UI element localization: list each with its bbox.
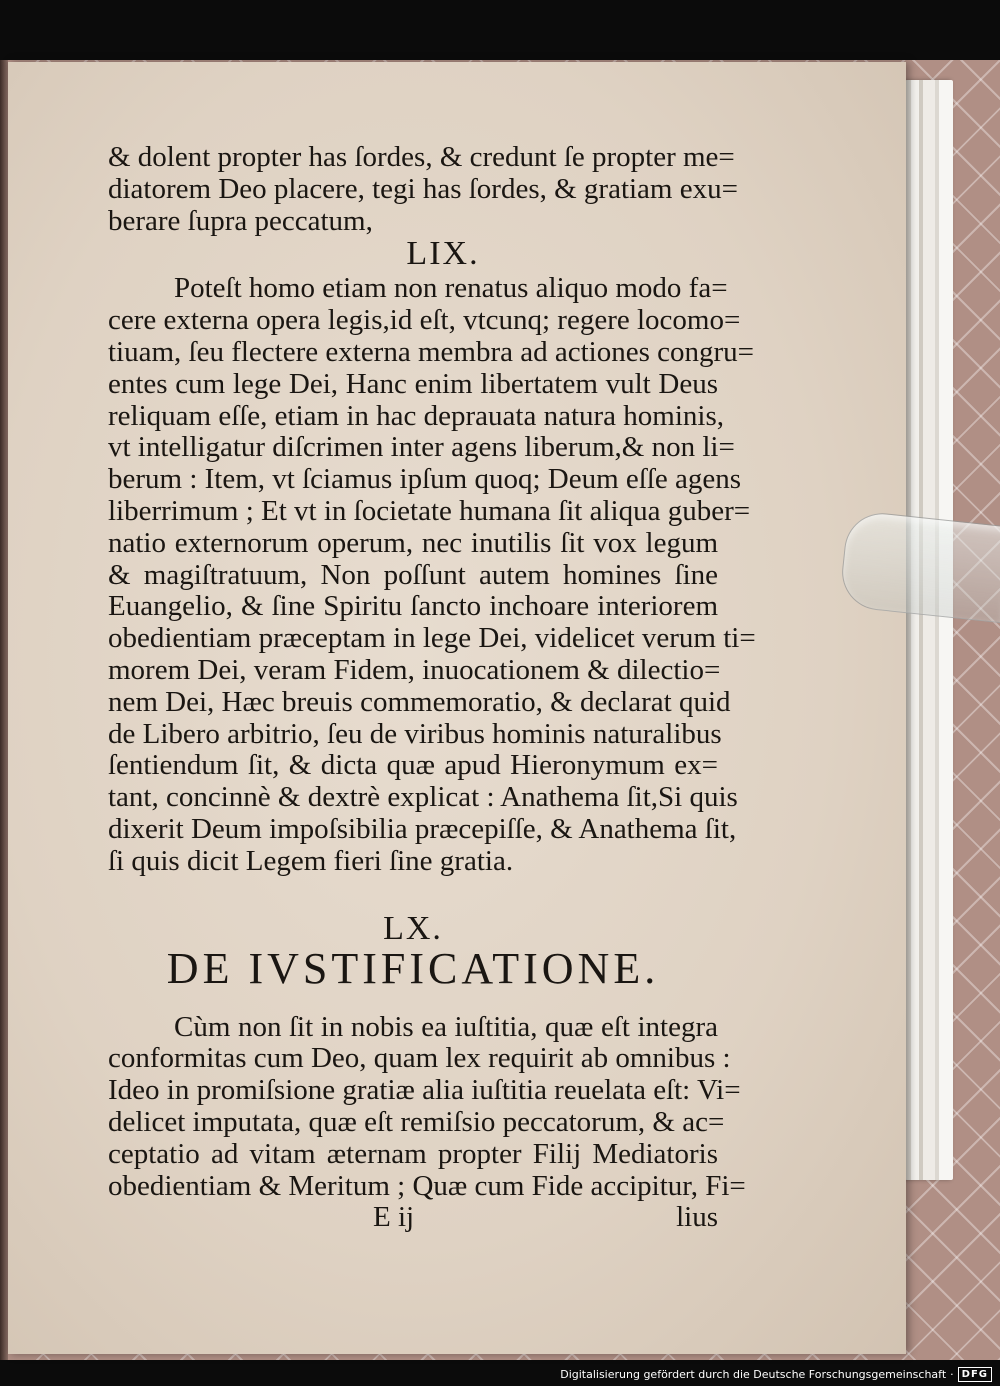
text-line: delicet imputata, quæ eſt remiſsio peccatorum, & ac= bbox=[108, 1105, 725, 1138]
text-line: ſentiendum ſit, & dicta quæ apud Hieronymum ex= bbox=[108, 749, 718, 782]
text-line: vt intelligatur diſcrimen inter agens liberum,& non li= bbox=[108, 431, 735, 464]
text-line: dixerit Deum impoſsibilia præcepiſſe, & Anathema ſit, bbox=[108, 812, 737, 845]
text-line: reliquam eſſe, etiam in hac deprauata natura hominis, bbox=[108, 399, 725, 432]
spine-edge bbox=[0, 60, 8, 1360]
text-line: diatorem Deo placere, tegi has ſordes, & gratiam exu= bbox=[108, 172, 738, 205]
text-line: Ideo in promiſsione gratiæ alia iuſtitia reuelata eſt: Vi= bbox=[108, 1074, 741, 1107]
text-line: entes cum lege Dei, Hanc enim libertatem vult Deus bbox=[108, 367, 718, 400]
text-line: ſi quis dicit Legem fieri ſine gratia. bbox=[108, 844, 514, 877]
signature-mark: E ij bbox=[373, 1201, 415, 1234]
section-number-lx: LX. bbox=[383, 909, 443, 947]
text-line: tiuam, ſeu flectere externa membra ad actiones congru= bbox=[108, 335, 755, 368]
dfg-logo: DFG bbox=[958, 1367, 992, 1382]
text-line: nem Dei, Hæc breuis commemoratio, & declarat quid bbox=[108, 685, 731, 718]
paragraph-lx bbox=[108, 1010, 746, 1203]
section-title: DE IVSTIFICATIONE. bbox=[166, 943, 660, 993]
text-line: & magiſtratuum, Non poſſunt autem homines ſine bbox=[108, 558, 718, 591]
credit-text: Digitalisierung gefördert durch die Deutsche Forschungsgemeinschaft bbox=[560, 1367, 947, 1381]
text-line: morem Dei, veram Fidem, inuocationem & dilectio= bbox=[108, 653, 721, 686]
text-line: liberrimum ; Et vt in ſocietate humana ſit aliqua guber= bbox=[108, 494, 751, 527]
text-line: berum : Item, vt ſciamus ipſum quoq; Deum eſſe agens bbox=[108, 463, 742, 496]
text-line: Poteſt homo etiam non renatus aliquo modo fa= bbox=[174, 272, 728, 305]
text-line: cere externa opera legis,id eſt, vtcunq; regere locomo= bbox=[108, 304, 741, 337]
text-line: Cùm non ſit in nobis ea iuſtitia, quæ eſt integra bbox=[174, 1010, 718, 1043]
text-line: tant, concinnè & dextrè explicat : Anathema ſit,Si quis bbox=[108, 781, 738, 814]
text-line: & dolent propter has ſordes, & credunt ſe propter me= bbox=[108, 141, 735, 173]
text-line: obedientiam præceptam in lege Dei, videlicet verum ti= bbox=[108, 622, 756, 655]
catchword: lius bbox=[676, 1201, 718, 1234]
text-line: conformitas cum Deo, quam lex requirit ab omnibus : bbox=[108, 1042, 731, 1075]
text-line: berare ſupra peccatum, bbox=[108, 204, 373, 237]
paragraph-lix bbox=[108, 272, 756, 877]
text-line: ceptatio ad vitam æternam propter Filij Mediatoris bbox=[108, 1137, 718, 1170]
page-clip bbox=[838, 510, 1000, 624]
book-page bbox=[8, 62, 906, 1354]
text-line: natio externorum operum, nec inutilis ſit vox legum bbox=[108, 526, 718, 559]
text-line: obedientiam & Meritum ; Quæ cum Fide accipitur, Fi= bbox=[108, 1169, 746, 1202]
credit-separator: · bbox=[950, 1367, 954, 1381]
section-number-lix: LIX. bbox=[406, 235, 480, 273]
page-text bbox=[108, 141, 756, 1234]
text-line: Euangelio, & ſine Spiritu ſancto inchoare interiorem bbox=[108, 590, 718, 623]
page-edges bbox=[905, 80, 953, 1180]
digitization-credit bbox=[560, 1366, 992, 1382]
page-footer-marks bbox=[108, 1202, 718, 1234]
continuation-paragraph bbox=[108, 141, 738, 237]
text-line: de Libero arbitrio, ſeu de viribus hominis naturalibus bbox=[108, 717, 722, 750]
